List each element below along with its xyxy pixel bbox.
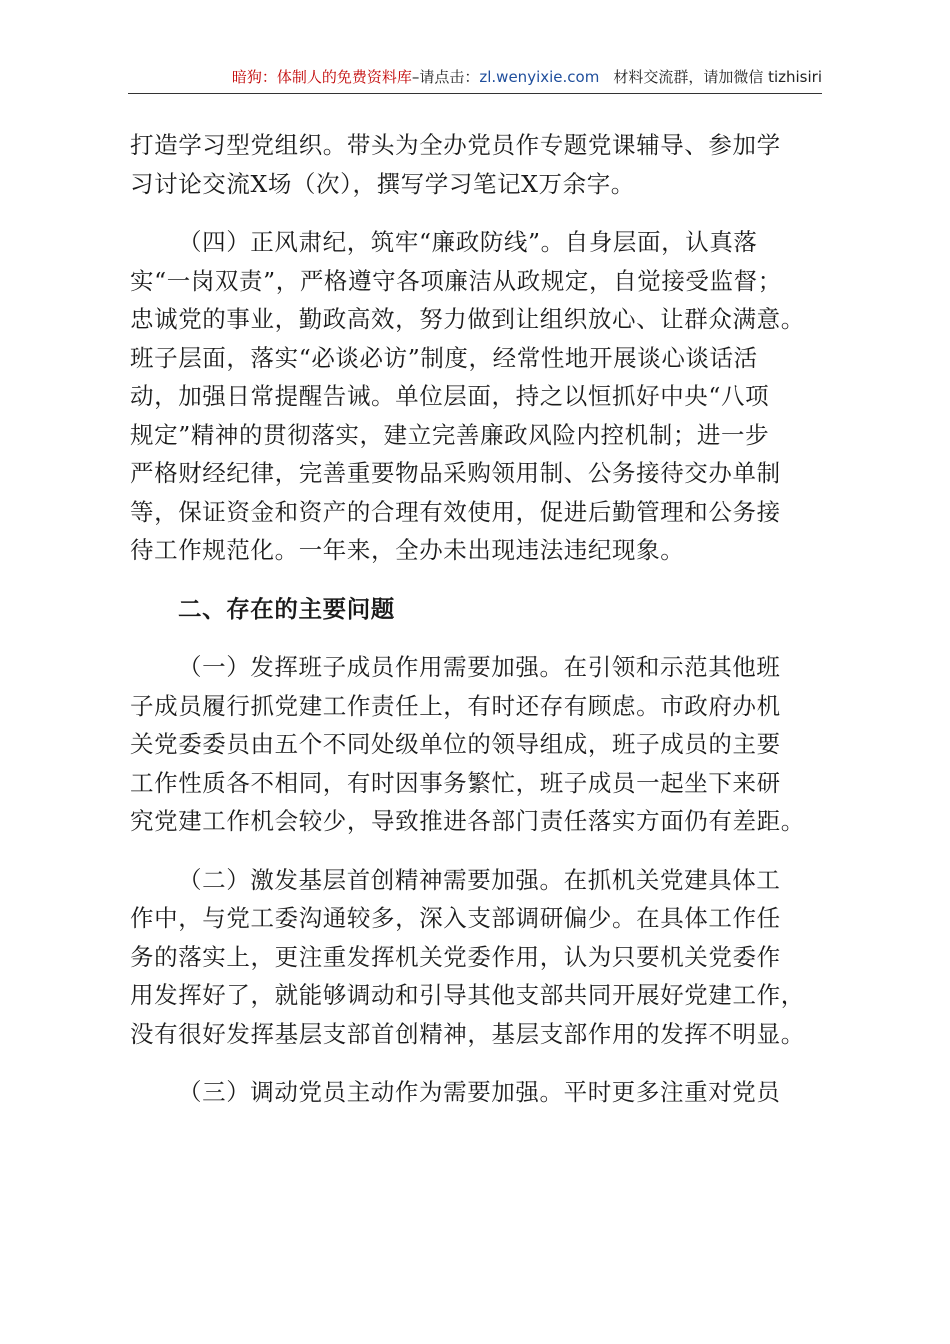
text-line: （一）发挥班子成员作用需要加强。在引领和示范其他班 [178,653,781,681]
text-line: 关党委委员由五个不同处级单位的领导组成，班子成员的主要 [130,730,781,758]
text-line: 用发挥好了，就能够调动和引导其他支部共同开展好党建工作， [130,981,805,1009]
text-line: 等，保证资金和资产的合理有效使用，促进后勤管理和公务接 [130,497,781,526]
text-line: （三）调动党员主动作为需要加强。平时更多注重对党员 [178,1078,781,1106]
header-wechat: 材料交流群，请加微信 tizhisiri [613,68,822,86]
text-line: 动，加强日常提醒告诫。单位层面，持之以恒抓好中央“八项 [130,382,770,410]
header-url-link[interactable]: zl.wenyixie.com [479,68,600,86]
paragraph-problem-1 [130,648,830,841]
paragraph-problem-3 [130,1073,830,1112]
paragraph-problem-2 [130,861,830,1054]
paragraph-continuation [130,126,830,203]
section-heading: 二、存在的主要问题 [178,594,395,623]
text-line: 工作性质各不相同，有时因事务繁忙，班子成员一起坐下来研 [130,768,781,797]
text-line: 待工作规范化。一年来，全办未出现违法违纪现象。 [130,536,685,564]
header-prompt: –请点击： [411,68,480,86]
text-line: （二）激发基层首创精神需要加强。在抓机关党建具体工 [178,865,781,894]
text-line: 子成员履行抓党建工作责任上，有时还存有顾虑。市政府办机 [130,691,781,720]
text-line: 忠诚党的事业，勤政高效，努力做到让组织放心、让群众满意。 [130,305,805,333]
header-brand: 暗狗：体制人的免费资料库 [231,68,412,86]
document-body [130,126,830,1112]
page-header [128,66,822,94]
text-line: 没有很好发挥基层支部首创精神，基层支部作用的发挥不明显。 [130,1019,805,1048]
text-line: 班子层面，落实“必谈必访”制度，经常性地开展谈心谈话活 [130,343,758,372]
text-line: 严格财经纪律，完善重要物品采购领用制、公务接待交办单制 [130,459,781,487]
text-line: 规定”精神的贯彻落实，建立完善廉政风险内控机制；进一步 [130,420,770,449]
text-line: 务的落实上，更注重发挥机关党委作用，认为只要机关党委作 [130,942,781,971]
text-line: 究党建工作机会较少，导致推进各部门责任落实方面仍有差距。 [130,807,805,835]
paragraph-integrity [130,223,830,570]
text-line: （四）正风肃纪，筑牢“廉政防线”。自身层面，认真落 [178,228,758,256]
text-line: 实“一岗双责”，严格遵守各项廉洁从政规定，自觉接受监督； [130,266,782,295]
text-line: 习讨论交流X场（次），撰写学习笔记X万余字。 [130,169,635,198]
text-line: 打造学习型党组织。带头为全办党员作专题党课辅导、参加学 [130,131,781,159]
text-line: 作中，与党工委沟通较多，深入支部调研偏少。在具体工作任 [130,904,781,932]
